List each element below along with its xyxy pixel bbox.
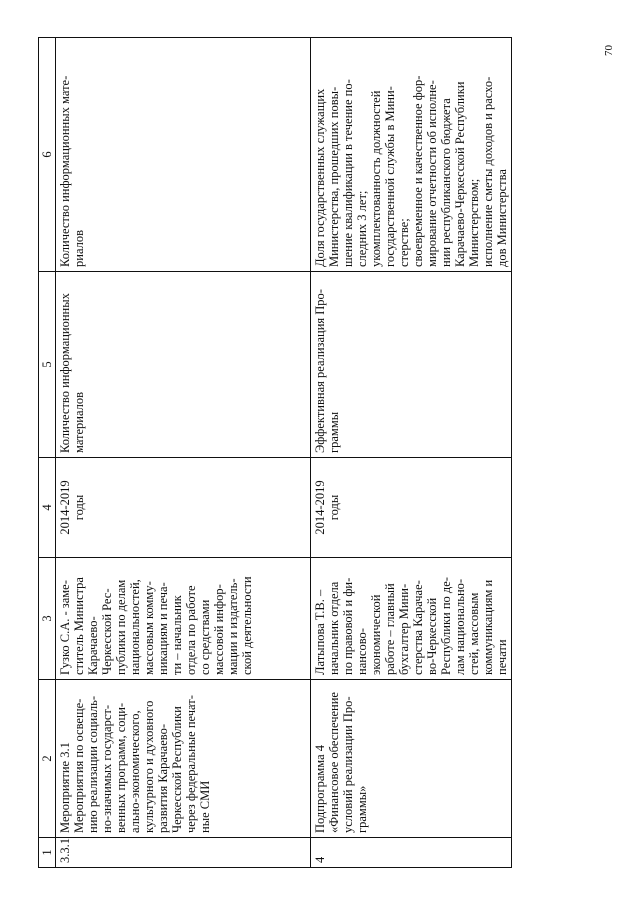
result-cell: Эффективная реализация Про- граммы [311,272,512,458]
header-row [39,38,56,868]
column-header-2: 2 [39,680,56,838]
row-number: 4 [311,838,512,868]
table-row [56,38,311,868]
event-cell: Подпрограмма 4 «Финансовое обеспечение условий реализации Про- граммы» [311,680,512,838]
indicator-cell: Доля государственных служащих Министерства, прошедших повы- шение квалификации в течение по- следних 3 лет; укомплектованность должностей государственной службы в Мини- стерстве; своевременное и качественное фор- мирование отчетности об исполне- нии республиканского бюджета Карачаево-Черкесской Республики Министерством; исполнение сметы доходов и расхо- дов Министерства [311,38,512,272]
column-header-4: 4 [39,458,56,558]
column-header-3: 3 [39,558,56,680]
row-number: 3.3.1 [56,838,311,868]
executor-cell: Гузко С.А. - заме- ститель Министра Карачаево- Черкесской Рес- публики по делам национальностей, массовым комму- никациям и печа- ти – начальник отдела по работе со средствами массовой инфор- мации и издатель- ской деятельности [56,558,311,680]
rotated-table-container [38,38,509,868]
event-cell: Мероприятие 3.1 Мероприятия по освеще- нию реализации социаль- но-значимых государст- венных программ, соци- ально-экономического, культурного и духовного развития Карачаево- Черкесской Республики через федеральные печат- ные СМИ [56,680,311,838]
column-header-1: 1 [39,838,56,868]
column-header-5: 5 [39,272,56,458]
column-header-6: 6 [39,38,56,272]
program-table [38,37,512,868]
term-cell: 2014-2019 годы [311,458,512,558]
table-row [311,38,512,868]
term-cell: 2014-2019 годы [56,458,311,558]
executor-cell: Латыпова Т.В. – начальник отдела по правовой и фи- нансово- экономической работе – главный бухгалтер Мини- стерства Карачае- во-Черкесской Республики по де- лам национально- стей, массовым коммуникациям и печати [311,558,512,680]
indicator-cell: Количество информационных мате- риалов [56,38,311,272]
page-number: 70 [603,45,615,56]
result-cell: Количество информационных материалов [56,272,311,458]
